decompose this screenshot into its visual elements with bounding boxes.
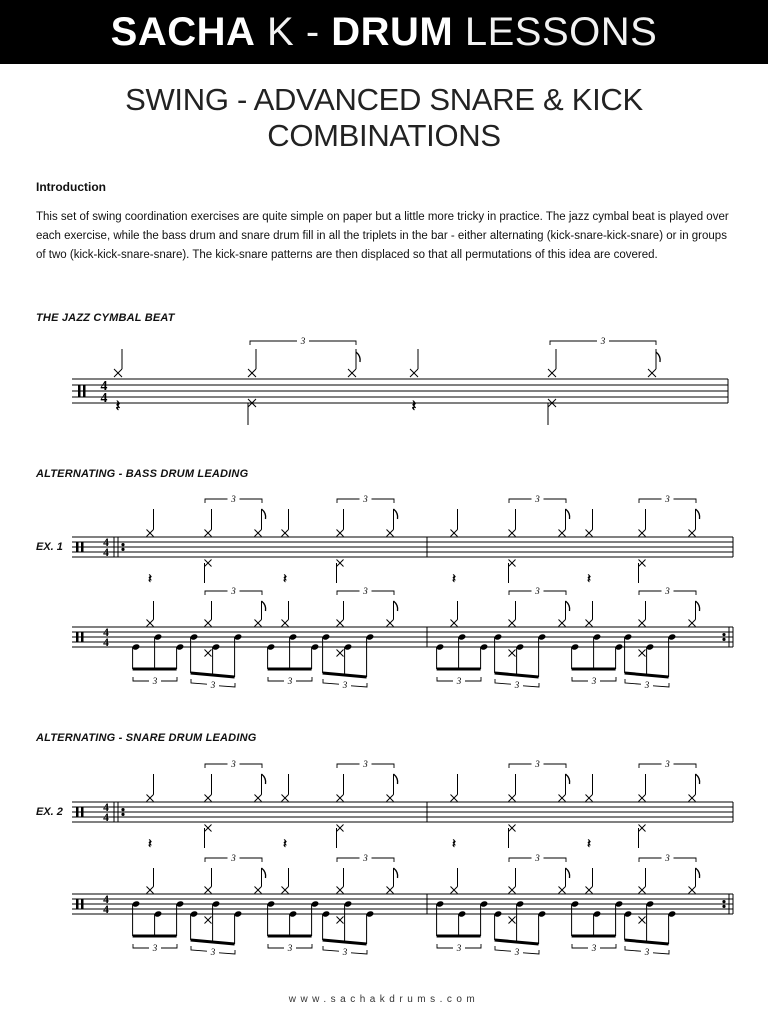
note-flag — [394, 601, 398, 611]
tuplet-number: 3 — [591, 943, 597, 953]
header-title-lessons: LESSONS — [453, 9, 658, 54]
tuplet-number: 3 — [287, 676, 293, 686]
example-1-label: EX. 1 — [36, 541, 63, 553]
document-title-line-1: SWING - ADVANCED SNARE & KICK — [125, 82, 643, 117]
note-flag — [262, 868, 266, 878]
percussion-clef — [76, 542, 79, 552]
header-title-drum: DRUM — [331, 9, 454, 54]
header-title-sacha: SACHA — [110, 9, 256, 54]
note-flag — [566, 774, 570, 784]
quarter-rest-icon: 𝄽 — [411, 398, 417, 415]
tuplet-number: 3 — [535, 759, 540, 769]
tuplet-number: 3 — [231, 586, 236, 596]
intro-heading: Introduction — [36, 180, 106, 194]
note-flag — [566, 868, 570, 878]
tuplet-number: 3 — [152, 943, 158, 953]
repeat-dot — [121, 808, 124, 811]
repeat-dot — [722, 633, 725, 636]
percussion-clef — [76, 632, 79, 642]
tuplet-number: 3 — [152, 676, 158, 686]
triplet-beam — [625, 673, 669, 677]
note-flag — [262, 509, 266, 519]
tuplet-number: 3 — [363, 759, 368, 769]
time-signature-top: 4 — [100, 378, 108, 393]
quarter-rest-icon: 𝄽 — [587, 571, 591, 586]
tuplet-number: 3 — [363, 853, 368, 863]
note-flag — [262, 601, 266, 611]
quarter-rest-icon: 𝄽 — [148, 571, 152, 586]
percussion-clef — [81, 807, 84, 817]
percussion-clef — [81, 899, 84, 909]
quarter-rest-icon: 𝄽 — [587, 836, 591, 851]
note-flag — [696, 868, 700, 878]
time-signature-top: 4 — [103, 802, 109, 814]
tuplet-number: 3 — [665, 586, 670, 596]
section-label-bass-drum-leading: ALTERNATING - BASS DRUM LEADING — [36, 468, 249, 480]
note-flag — [394, 509, 398, 519]
time-signature-bottom: 4 — [103, 637, 109, 649]
note-flag — [262, 774, 266, 784]
tuplet-number: 3 — [665, 853, 670, 863]
tuplet-number: 3 — [644, 947, 650, 957]
document-title-line-2: COMBINATIONS — [267, 118, 501, 153]
tuplet-number: 3 — [210, 680, 216, 690]
tuplet-number: 3 — [665, 494, 670, 504]
quarter-rest-icon: 𝄽 — [148, 836, 152, 851]
triplet-beam — [495, 940, 539, 944]
triplet-beam — [625, 940, 669, 944]
tuplet-number: 3 — [231, 759, 236, 769]
time-signature-bottom: 4 — [103, 812, 109, 824]
quarter-rest-icon: 𝄽 — [452, 836, 456, 851]
repeat-dot — [121, 543, 124, 546]
triplet-beam — [323, 940, 367, 944]
percussion-clef — [83, 385, 86, 397]
tuplet-number: 3 — [363, 586, 368, 596]
percussion-clef — [76, 807, 79, 817]
example-2-label: EX. 2 — [36, 806, 63, 818]
triplet-beam — [495, 673, 539, 677]
tuplet-number: 3 — [210, 947, 216, 957]
percussion-clef — [76, 899, 79, 909]
note-flag — [566, 601, 570, 611]
footer-url: www.sachakdrums.com — [288, 994, 480, 1005]
percussion-clef — [81, 632, 84, 642]
tuplet-number: 3 — [514, 680, 520, 690]
tuplet-number: 3 — [514, 947, 520, 957]
tuplet-number: 3 — [665, 759, 670, 769]
note-flag — [394, 868, 398, 878]
intro-paragraph: This set of swing coordination exercises are quite simple on paper but a little more tricky in practice. The jazz cymbal beat is played over each exercise, while the bass drum and snare drum fill in all the triplets in the bar - either alternating (kick-snare-kick-snare) or in groups of two (kick-kick-snare-snare). The kick-snare patterns are then displaced so that all permutations of this idea are covered. — [36, 211, 729, 261]
tuplet-number: 3 — [456, 676, 462, 686]
time-signature-top: 4 — [103, 627, 109, 639]
tuplet-number: 3 — [342, 947, 348, 957]
tuplet-number: 3 — [363, 494, 368, 504]
time-signature-bottom: 4 — [103, 904, 109, 916]
note-flag — [394, 774, 398, 784]
triplet-beam — [323, 673, 367, 677]
note-flag — [566, 509, 570, 519]
time-signature-bottom: 4 — [100, 390, 108, 405]
tuplet-number: 3 — [600, 336, 606, 346]
section-label-jazz-cymbal-beat: THE JAZZ CYMBAL BEAT — [36, 312, 175, 324]
time-signature-bottom: 4 — [103, 547, 109, 559]
time-signature-top: 4 — [103, 894, 109, 906]
tuplet-number: 3 — [535, 586, 540, 596]
note-flag — [356, 352, 360, 362]
quarter-rest-icon: 𝄽 — [283, 836, 287, 851]
tuplet-number: 3 — [591, 676, 597, 686]
tuplet-number: 3 — [535, 494, 540, 504]
tuplet-number: 3 — [231, 494, 236, 504]
quarter-rest-icon: 𝄽 — [283, 571, 287, 586]
tuplet-number: 3 — [231, 853, 236, 863]
note-flag — [696, 601, 700, 611]
quarter-rest-icon: 𝄽 — [115, 398, 121, 415]
tuplet-number: 3 — [456, 943, 462, 953]
note-flag — [656, 352, 660, 362]
triplet-beam — [191, 940, 235, 944]
tuplet-number: 3 — [644, 680, 650, 690]
repeat-dot — [121, 813, 124, 816]
repeat-dot — [722, 638, 725, 641]
triplet-beam — [191, 673, 235, 677]
repeat-dot — [722, 900, 725, 903]
tuplet-number: 3 — [287, 943, 293, 953]
section-label-snare-drum-leading: ALTERNATING - SNARE DRUM LEADING — [36, 732, 257, 744]
note-flag — [696, 774, 700, 784]
tuplet-number: 3 — [342, 680, 348, 690]
quarter-rest-icon: 𝄽 — [452, 571, 456, 586]
repeat-dot — [722, 905, 725, 908]
time-signature-top: 4 — [103, 537, 109, 549]
percussion-clef — [81, 542, 84, 552]
note-flag — [696, 509, 700, 519]
tuplet-number: 3 — [535, 853, 540, 863]
header-title-k: K - — [255, 9, 332, 54]
repeat-dot — [121, 548, 124, 551]
tuplet-number: 3 — [300, 336, 306, 346]
percussion-clef — [78, 385, 81, 397]
